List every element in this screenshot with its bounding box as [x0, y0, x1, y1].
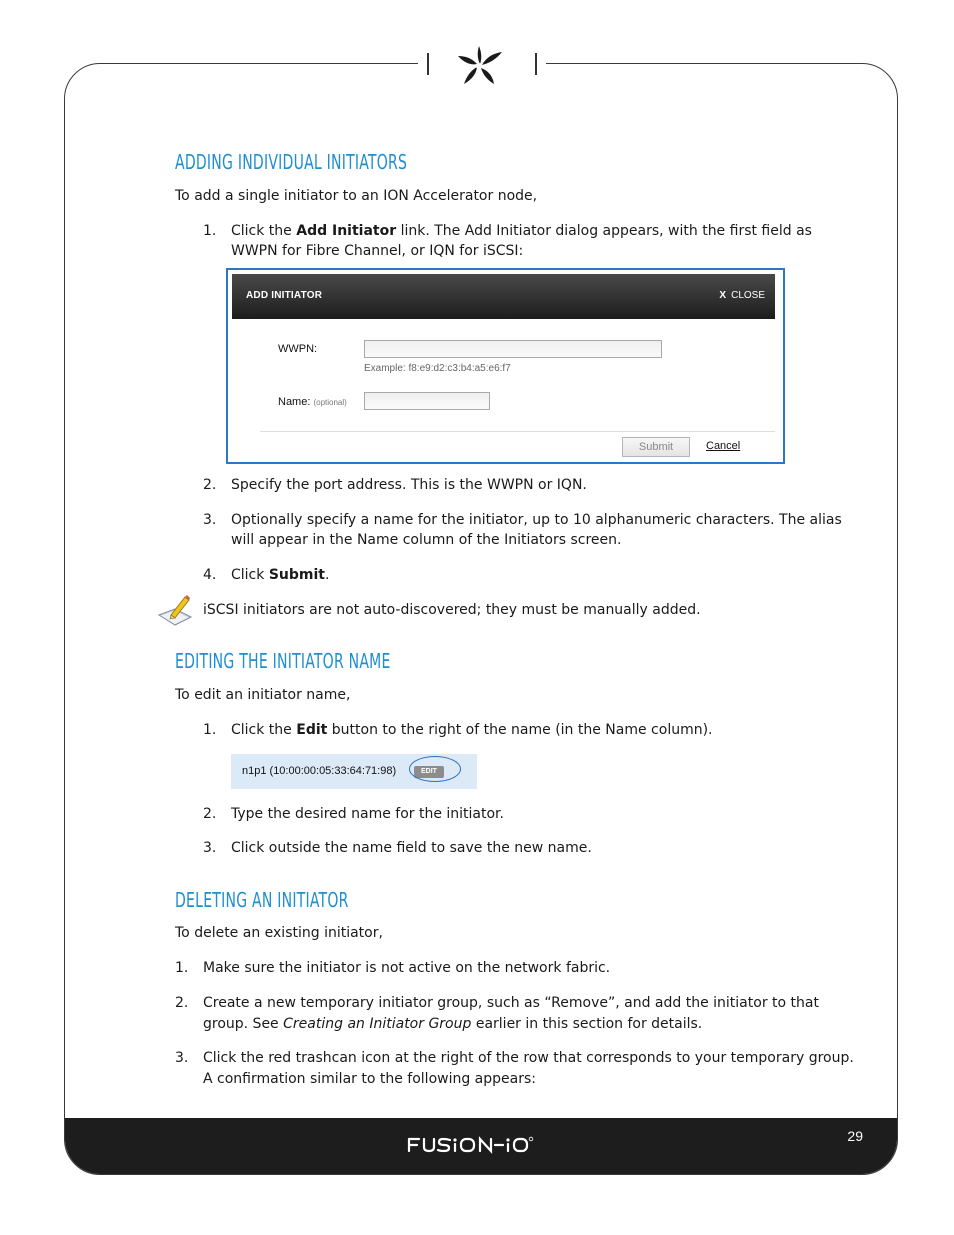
frame-tick-left	[427, 53, 429, 75]
step-number: 1.	[203, 722, 217, 738]
deleting-step-2: Create a new temporary initiator group, such as “Remove”, and add the initiator to that	[203, 995, 819, 1011]
step-number: 3.	[203, 512, 217, 528]
fusion-io-logo	[405, 1134, 565, 1156]
heading-adding-initiators: ADDING INDIVIDUAL INITIATORS	[175, 150, 408, 174]
fusion-star-icon	[450, 42, 508, 88]
step-number: 3.	[203, 840, 217, 856]
editing-step-3: Click outside the name field to save the new name.	[231, 840, 592, 856]
name-label: Name: (optional)	[278, 396, 347, 408]
adding-step-3: Optionally specify a name for the initiator, up to 10 alphanumeric characters. The alias	[231, 512, 842, 528]
initiator-name-snippet	[231, 754, 477, 789]
dialog-header	[232, 274, 775, 319]
adding-step-3-line2: will appear in the Name column of the Initiators screen.	[231, 532, 622, 548]
adding-step-4: Click Submit.	[231, 567, 330, 583]
name-input[interactable]	[364, 392, 490, 410]
note-pencil-icon	[157, 593, 193, 629]
note-text: iSCSI initiators are not auto-discovered; they must be manually added.	[203, 602, 701, 618]
add-initiator-dialog	[226, 268, 785, 464]
dialog-title: ADD INITIATOR	[246, 290, 323, 301]
wwpn-label: WWPN:	[278, 343, 318, 355]
page-number: 29	[847, 1128, 863, 1144]
editing-step-2: Type the desired name for the initiator.	[231, 806, 504, 822]
dialog-divider	[260, 431, 775, 432]
deleting-step-1: Make sure the initiator is not active on the network fabric.	[203, 960, 611, 976]
editing-intro: To edit an initiator name,	[175, 687, 351, 703]
step-number: 1.	[175, 960, 189, 976]
submit-button[interactable]: Submit	[622, 437, 690, 457]
edit-button[interactable]: EDIT	[414, 766, 444, 778]
close-icon: X	[719, 290, 727, 301]
step-number: 2.	[203, 477, 217, 493]
heading-editing-name: EDITING THE INITIATOR NAME	[175, 649, 391, 673]
editing-step-1: Click the Edit button to the right of the name (in the Name column).	[231, 722, 713, 738]
dialog-close-button[interactable]: X CLOSE	[719, 290, 765, 301]
deleting-step-3-line2: A confirmation similar to the following appears:	[203, 1071, 536, 1087]
step-number: 2.	[175, 995, 189, 1011]
heading-deleting-initiator: DELETING AN INITIATOR	[175, 888, 349, 912]
initiator-name-value: n1p1 (10:00:00:05:33:64:71:98)	[242, 765, 397, 777]
cross-reference-link: Creating an Initiator Group	[283, 1016, 472, 1032]
deleting-intro: To delete an existing initiator,	[175, 925, 383, 941]
highlight-ring	[409, 756, 461, 782]
cancel-link[interactable]: Cancel	[706, 440, 741, 452]
deleting-step-3: Click the red trashcan icon at the right of the row that corresponds to your temporary group.	[203, 1050, 854, 1066]
adding-step-2: Specify the port address. This is the WWPN or IQN.	[231, 477, 587, 493]
step-number: 2.	[203, 806, 217, 822]
wwpn-hint: Example: f8:e9:d2:c3:b4:a5:e6:f7	[364, 363, 511, 374]
frame-tick-right	[535, 53, 537, 75]
adding-step-1: Click the Add Initiator link. The Add Initiator dialog appears, with the first field as	[231, 223, 812, 239]
step-number: 4.	[203, 567, 217, 583]
footer-bar	[65, 1118, 897, 1174]
deleting-step-2-line2: group. See Creating an Initiator Group earlier in this section for details.	[203, 1016, 703, 1032]
adding-step-1-line2: WWPN for Fibre Channel, or IQN for iSCSI:	[231, 243, 524, 259]
step-number: 1.	[203, 223, 217, 239]
wwpn-input[interactable]	[364, 340, 662, 358]
step-number: 3.	[175, 1050, 189, 1066]
adding-intro: To add a single initiator to an ION Accelerator node,	[175, 188, 538, 204]
